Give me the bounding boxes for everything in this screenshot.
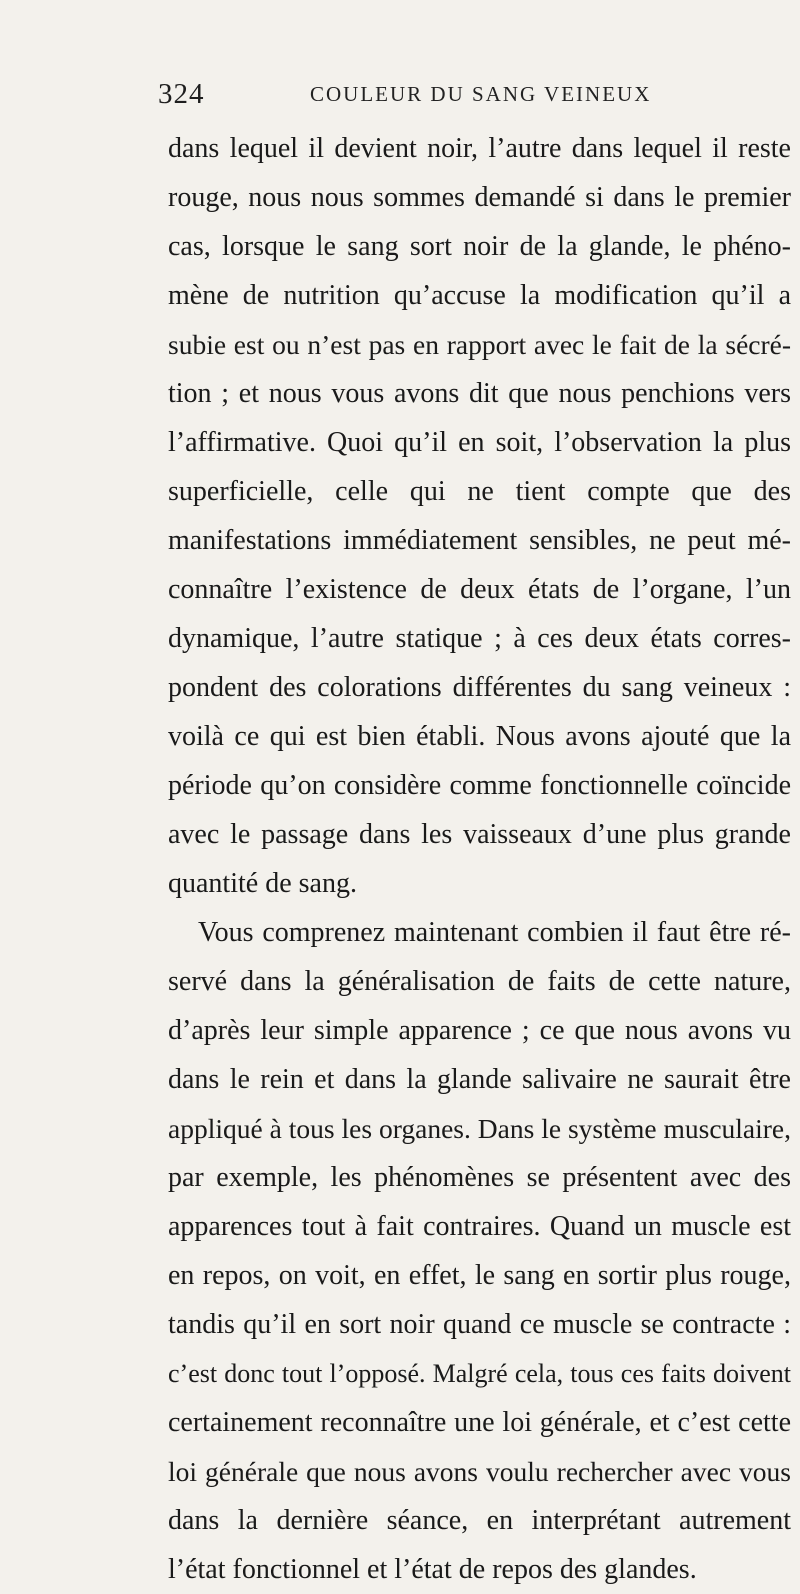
text-line: avec le passage dans les vaisseaux d’une plus grande	[168, 819, 791, 850]
text-line: cas, lorsque le sang sort noir de la glande, le phéno-	[168, 231, 791, 262]
text-line: période qu’on considère comme fonctionnelle coïncide	[168, 770, 791, 801]
text-line: dans la dernière séance, en interprétant autrement	[168, 1505, 791, 1536]
text-line: c’est donc tout l’opposé. Malgré cela, tous ces faits doivent	[168, 1359, 791, 1388]
page-number: 324	[158, 78, 205, 110]
text-line: tandis qu’il en sort noir quand ce muscle se contracte :	[168, 1309, 791, 1340]
body-text	[168, 124, 791, 1594]
text-line: dans le rein et dans la glande salivaire ne saurait être	[168, 1064, 791, 1095]
text-line: dans lequel il devient noir, l’autre dans lequel il reste	[168, 133, 791, 164]
text-line: quantité de sang.	[168, 868, 357, 899]
text-line: en repos, on voit, en effet, le sang en sortir plus rouge,	[168, 1260, 791, 1291]
text-line: dynamique, l’autre statique ; à ces deux états corres-	[168, 623, 791, 654]
text-line: d’après leur simple apparence ; ce que nous avons vu	[168, 1015, 791, 1046]
running-title: COULEUR DU SANG VEINEUX	[310, 82, 652, 106]
text-line: superficielle, celle qui ne tient compte que des	[168, 476, 791, 507]
text-line: l’affirmative. Quoi qu’il en soit, l’observation la plus	[168, 427, 791, 458]
text-line: manifestations immédiatement sensibles, ne peut mé-	[168, 525, 791, 556]
text-line: certainement reconnaître une loi générale, et c’est cette	[168, 1407, 791, 1438]
text-line: subie est ou n’est pas en rapport avec le fait de la sécré-	[168, 329, 791, 360]
text-line: apparences tout à fait contraires. Quand un muscle est	[168, 1211, 791, 1242]
text-line: mène de nutrition qu’accuse la modification qu’il a	[168, 280, 791, 311]
text-line: appliqué à tous les organes. Dans le système musculaire,	[168, 1113, 791, 1144]
text-line: pondent des colorations différentes du sang veineux :	[168, 672, 791, 703]
text-line: loi générale que nous avons voulu rechercher avec vous	[168, 1456, 791, 1487]
text-line: connaître l’existence de deux états de l’organe, l’un	[168, 574, 791, 605]
text-line: rouge, nous nous sommes demandé si dans le premier	[168, 182, 791, 213]
text-line: Vous comprenez maintenant combien il faut être ré-	[198, 917, 791, 948]
text-line: voilà ce qui est bien établi. Nous avons ajouté que la	[168, 721, 791, 752]
text-line: servé dans la généralisation de faits de cette nature,	[168, 966, 791, 997]
running-head	[158, 78, 791, 124]
text-line: tion ; et nous vous avons dit que nous penchions vers	[168, 378, 791, 409]
text-line: l’état fonctionnel et l’état de repos des glandes.	[168, 1554, 697, 1585]
text-line: par exemple, les phénomènes se présentent avec des	[168, 1162, 791, 1193]
